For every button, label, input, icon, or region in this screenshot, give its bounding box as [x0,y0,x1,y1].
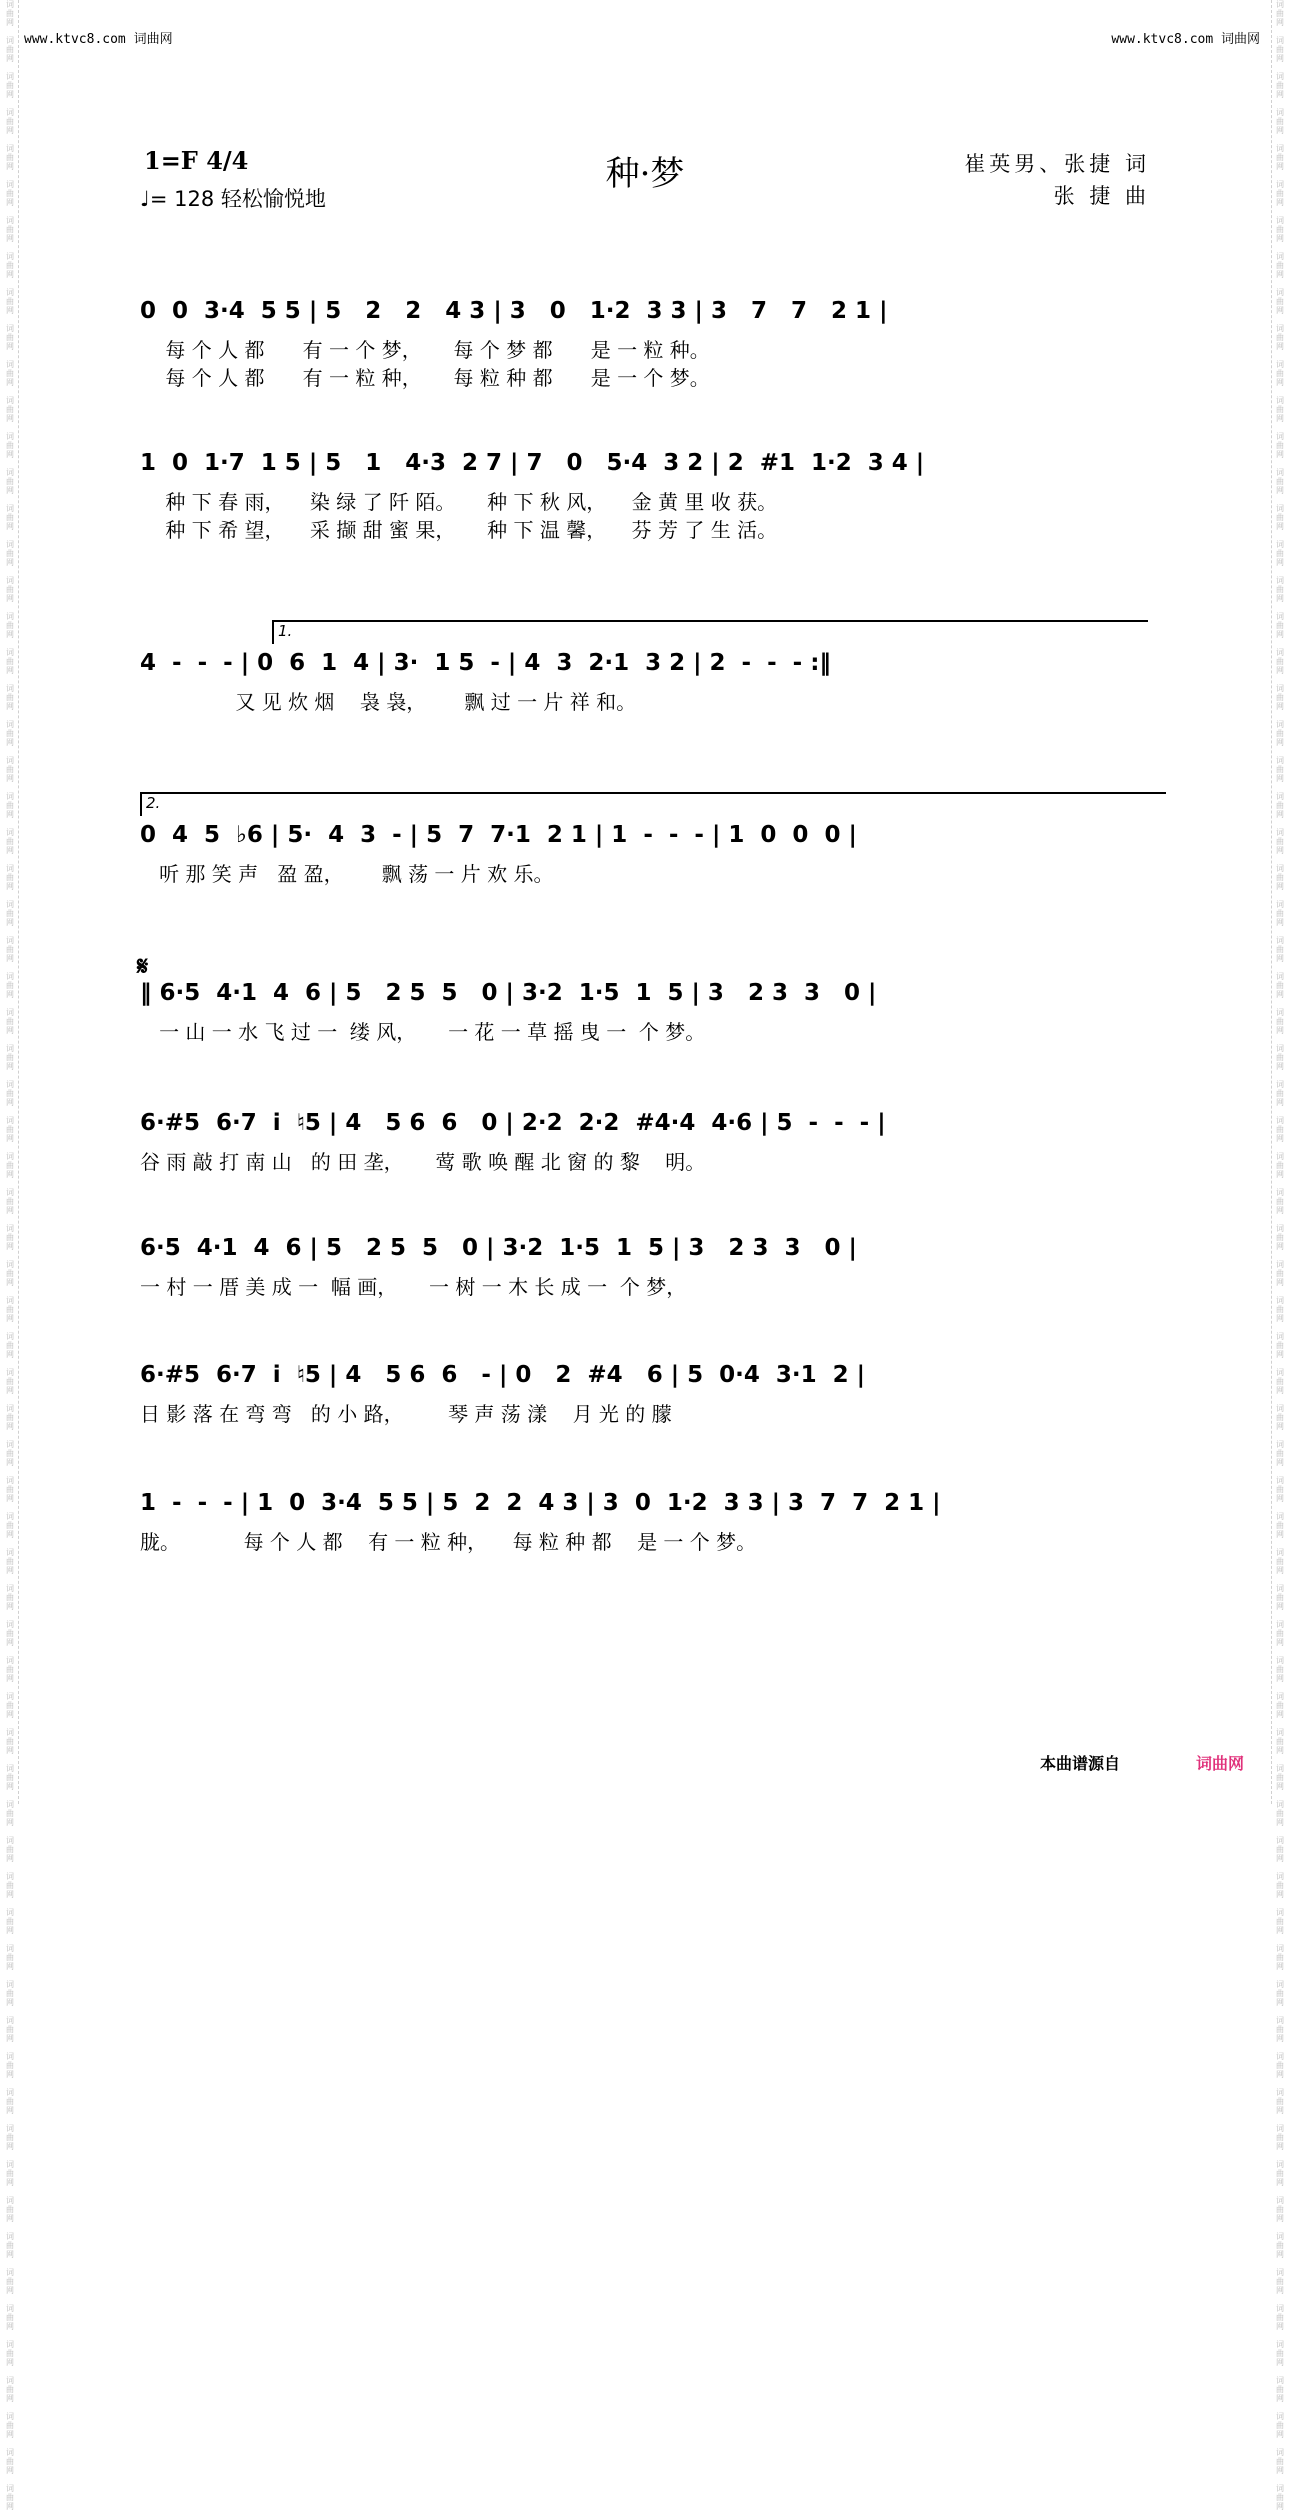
site-url-left: www.ktvc8.com 词曲网 [24,32,173,47]
lyric-row: 每 个 人 都 有 一 粒 种， 每 粒 种 都 是 一 个 梦。 [140,366,710,390]
lyricist-credit: 崔英男、张捷 词 [964,152,1150,176]
score-line [140,980,1150,1100]
volta-bracket: 2. [140,792,1166,816]
note-row: 6·#5 6·7 i ♮5 | 4 5 6 6 - | 0 2 #4 6 | 5 0·4 3·1 2 | [140,1362,866,1388]
note-row: ‖ 6·5 4·1 4 6 | 5 2 5 5 0 | 3·2 1·5 1 5 | 3 2 3 3 0 | [140,980,877,1006]
lyric-row: 日 影 落 在 弯 弯 的 小 路， 琴 声 荡 漾 月 光 的 朦 [140,1402,672,1426]
lyric-row: 听 那 笑 声 盈 盈， 飘 荡 一 片 欢 乐。 [140,862,554,886]
volta-bracket: 1. [272,620,1148,644]
note-row: 0 4 5 ♭6 | 5· 4 3 - | 5 7 7·1 2 1 | 1 - - - | 1 0 0 0 | [140,822,857,848]
score-line [140,794,1150,942]
lyric-row: 又 见 炊 烟 袅 袅， 飘 过 一 片 祥 和。 [140,690,637,714]
source-site-link[interactable]: 词曲网 [1195,1754,1244,1773]
lyric-row: 一 山 一 水 飞 过 一 缕 风， 一 花 一 草 摇 曳 一 个 梦。 [140,1020,706,1044]
note-row: 4 - - - | 0 6 1 4 | 3· 1 5 - | 4 3 2·1 3 2 | 2 - - - :‖ [140,650,831,676]
tempo-marking: ♩= 128 轻松愉悦地 [140,187,326,211]
left-watermark-strip: 词 曲 网 词 曲 网 词 曲 网 词 曲 网 词 曲 网 词 曲 网 词 曲 网 词 曲 网 词 曲 网 词 曲 网 词 曲 网 词 曲 网 词 曲 网 词 曲 网 词 曲 网 词 曲 网 词 曲 网 词 曲 网 词 曲 网 词 曲 网 词 曲 网 词 曲 网 词 曲 网 词 曲 网 词 曲 网 词 曲 网 词 曲 网 词 曲 网 词 曲 网 词 曲 网 词 曲 网 词 曲 网 词 曲 网 词 曲 网 词 曲 网 词 曲 网 词 曲 网 词 曲 网 词 曲 网 词 曲 网 词 曲 网 词 曲 网 词 曲 网 词 曲 网 词 曲 网 词 曲 网 词 曲 网 词 曲 网 词 曲 网 词 曲 网 词 曲 网 词 曲 网 词 曲 网 词 曲 网 词 曲 网 词 曲 网 词 曲 网 词 曲 网 词 曲 网 词 曲 网 词 曲 网 词 曲 网 词 曲 网 词 曲 网 词 曲 网 词 曲 网 词 曲 网 词 曲 网 词 曲 网 词 曲 网 [2,0,19,1804]
right-watermark-strip: 词 曲 网 词 曲 网 词 曲 网 词 曲 网 词 曲 网 词 曲 网 词 曲 网 词 曲 网 词 曲 网 词 曲 网 词 曲 网 词 曲 网 词 曲 网 词 曲 网 词 曲 网 词 曲 网 词 曲 网 词 曲 网 词 曲 网 词 曲 网 词 曲 网 词 曲 网 词 曲 网 词 曲 网 词 曲 网 词 曲 网 词 曲 网 词 曲 网 词 曲 网 词 曲 网 词 曲 网 词 曲 网 词 曲 网 词 曲 网 词 曲 网 词 曲 网 词 曲 网 词 曲 网 词 曲 网 词 曲 网 词 曲 网 词 曲 网 词 曲 网 词 曲 网 词 曲 网 词 曲 网 词 曲 网 词 曲 网 词 曲 网 词 曲 网 词 曲 网 词 曲 网 词 曲 网 词 曲 网 词 曲 网 词 曲 网 词 曲 网 词 曲 网 词 曲 网 词 曲 网 词 曲 网 词 曲 网 词 曲 网 词 曲 网 词 曲 网 词 曲 网 词 曲 网 词 曲 网 词 曲 网 词 曲 网 [1271,0,1288,1804]
score-line [140,1235,1150,1355]
note-row: 0 0 3·4 5 5 | 5 2 2 4 3 | 3 0 1·2 3 3 | 3 7 7 2 1 | [140,298,888,324]
note-row: 1 0 1·7 1 5 | 5 1 4·3 2 7 | 7 0 5·4 3 2 | 2 #1 1·2 3 4 | [140,450,925,476]
lyric-row: 每 个 人 都 有 一 个 梦， 每 个 梦 都 是 一 粒 种。 [140,338,710,362]
score-line [140,450,1150,570]
lyric-row: 胧。 每 个 人 都 有 一 粒 种， 每 粒 种 都 是 一 个 梦。 [140,1530,757,1554]
composer-credit: 张 捷 曲 [1053,184,1150,208]
key-signature: 1=F 4/4 [144,146,249,175]
song-title: 种·梦 [605,154,685,194]
score-line [140,298,1150,418]
score-line [140,1110,1150,1230]
note-row: 6·#5 6·7 i ♮5 | 4 5 6 6 0 | 2·2 2·2 #4·4 4·6 | 5 - - - | [140,1110,886,1136]
note-row: 6·5 4·1 4 6 | 5 2 5 5 0 | 3·2 1·5 1 5 | 3 2 3 3 0 | [140,1235,857,1261]
lyric-row: 种 下 春 雨， 染 绿 了 阡 陌。 种 下 秋 风， 金 黄 里 收 获。 [140,490,778,514]
site-url-right: www.ktvc8.com 词曲网 [1111,32,1260,47]
lyric-row: 种 下 希 望， 采 撷 甜 蜜 果， 种 下 温 馨， 芬 芳 了 生 活。 [140,518,778,542]
note-row: 1 - - - | 1 0 3·4 5 5 | 5 2 2 4 3 | 3 0 1·2 3 3 | 3 7 7 2 1 | [140,1490,941,1516]
source-label: 本曲谱源自 [1039,1754,1120,1773]
score-line [140,622,1150,770]
lyric-row: 一 村 一 厝 美 成 一 幅 画， 一 树 一 木 长 成 一 个 梦， [140,1275,687,1299]
score-line [140,1362,1150,1482]
segno-sign: 𝄋 [137,952,149,982]
lyric-row: 谷 雨 敲 打 南 山 的 田 垄， 莺 歌 唤 醒 北 窗 的 黎 明。 [140,1150,706,1174]
score-line [140,1490,1150,1610]
